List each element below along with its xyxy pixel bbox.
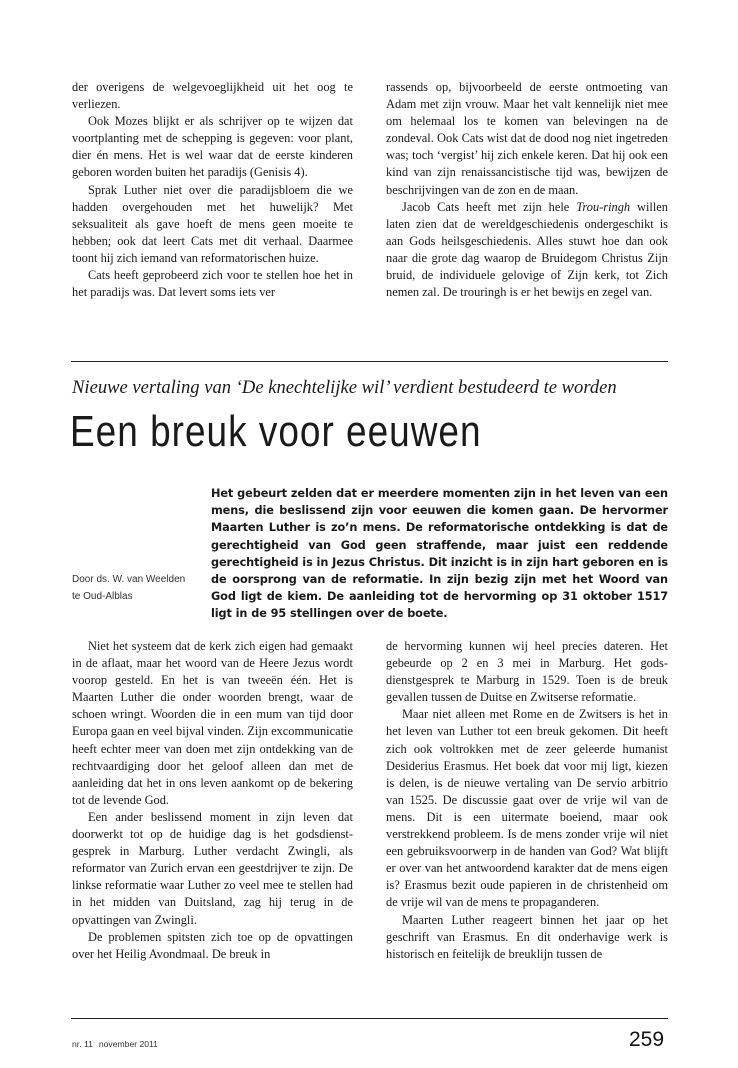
text-run: willen laten zien dat de wereldgeschiedenis ondergeschikt is aan Gods heilsgeschiedenis. Alles stuwt hoe dan ook naar die grote dag waarop de Bruidegom Christus Zijn bruid, de individuele gelovige of Zijn kerk, tot Zich nemen zal. De trouringh is er het bewijs en zegel van. (386, 199, 668, 300)
book-title-italic: Trou-ringh (576, 199, 631, 214)
text-run: Jacob Cats heeft met zijn hele (402, 199, 577, 214)
page-number: 259 (629, 1028, 665, 1051)
paragraph: Niet het systeem dat de kerk zich eigen had gemaakt in de aflaat, maar het woord van de Heere Jezus wordt voorop gesteld. En het is van tweeën één. Het is Maarten Luther die onder woorden brengt, waar de schoen wringt. Woorden die in een mum van tijd door Europa gaan en veel bijval vinden. Zijn excommunicatie heeft echter meer van doen met zijn ontdekking van de rechtvaardiging door het geloof alleen dan met de aanleiding dat het in ons leven aankomt op de bekering tot de levende God. (72, 639, 353, 807)
article-subtitle: Nieuwe vertaling van ‘De knechtelijke wil’ verdient bestudeerd te worden (72, 377, 617, 398)
column-bottom-left (72, 638, 353, 963)
paragraph: Ook Mozes blijkt er als schrijver op te wijzen dat voortplanting met de schepping is gegeven: voor plant, dier én mens. Het is wel waar dat de eerste kinderen geboren worden buiten het paradijs (Genisis 4). (72, 114, 353, 180)
paragraph: der overigens de welgevoeglijkheid uit het oog te verliezen. (72, 80, 353, 112)
paragraph: De problemen spitsten zich toe op de opvattingen over het Heilig Avondmaal. De breuk in (72, 929, 353, 961)
footer-issue-info (72, 1039, 164, 1049)
paragraph: rassends op, bijvoorbeeld de eerste ontmoeting van Adam met zijn vrouw. Maar het valt kennelijk niet mee om helemaal los te komen van belevingen na de zondeval. Ook Cats wist dat de dood nog niet ingetreden was; toch ‘vergist’ hij zich enkele keren. Dat hij ook een kind van zijn renaissancistische tijd was, bewijzen de beschrijvingen van de zon en de maan. (386, 80, 668, 197)
paragraph: Cats heeft geprobeerd zich voor te stellen hoe het in het paradijs was. Dat levert soms iets ver (72, 268, 353, 300)
column-bottom-right (386, 638, 668, 963)
paragraph: Een ander beslissend moment in zijn leven dat doorwerkt tot op de huidige dag is het godsdienstgesprek in Marburg. Luther verdacht Zwingli, als reformator van Zurich ervan een geestdrijver te zijn. De linkse reformatie waar Luther zo veel mee te stellen had in het midden van Duitsland, zag hij terug in de opvattingen van Zwingli. (72, 809, 353, 927)
footer-divider (71, 1018, 668, 1019)
paragraph (386, 199, 668, 302)
paragraph: Maar niet alleen met Rome en de Zwitsers is het in het leven van Luther tot een breuk gekomen. Dit heeft zich ook voltrokken met de zeer geleerde humanist Desiderius Erasmus. Het boek dat voor mij ligt, kiezen is delen, is de nieuwe vertaling van De servio arbitrio van 1525. De discussie gaat over de vrije wil van de mens. Dit is een uitermate boeiend, maar ook verstrekkend probleem. Is de mens zonder vrije wil niet een gebruiksvoorwerp in de handen van God? Wat blijft er over van het antwoordend karakter dat de mens eigen is? Erasmus bezit oude papieren in de christenheid om de vrije wil van de mens te propaganderen. (386, 707, 668, 910)
article-title: Een breuk voor eeuwen (70, 407, 482, 456)
issue-date: november 2011 (98, 1039, 158, 1049)
column-top-left (72, 79, 353, 301)
article-lead: Het gebeurt zelden dat er meerdere momenten zijn in het leven van een mens, die beslissend zijn voor eeuwen die komen gaan. De hervormer Maarten Luther is zo’n mens. De reformatorische ontdekking is dat de gerechtigheid van God geen straffende, maar juist een reddende gerechtigheid is in Jezus Christus. Dit inzicht is in zijn hart geboren en is de oorsprong van de reformatie. In zijn bezig zijn met het Woord van God ligt de kiem. De aanleiding tot de hervorming op 31 oktober 1517 ligt in de 95 stellingen over de boete. (211, 487, 668, 621)
column-top-right (386, 79, 668, 301)
byline-author: Door ds. W. van Weelden (72, 574, 186, 585)
byline-location: te Oud-Alblas (72, 591, 133, 603)
paragraph: Sprak Luther niet over die paradijsbloem die we hadden overgehouden met het huwelijk? Met seksualiteit als gave hoeft de mens geen moeite te hebben; ook dat leert Cats met dit verhaal. Daarmee toont hij zich iemand van reformatorischen huize. (72, 182, 353, 265)
paragraph: Maarten Luther reageert binnen het jaar op het geschrift van Erasmus. En dit onderhavige werk is historisch en feitelijk de breuklijn tussen de (386, 912, 668, 961)
divider-rule (71, 361, 668, 362)
paragraph: de hervorming kunnen wij heel precies dateren. Het gebeurde op 2 en 3 mei in Marburg. Het godsdienstgesprek te Marburg in 1529. Toen is de breuk gevallen tussen de Duitse en Zwitserse reformatie. (386, 639, 668, 705)
author-byline (72, 571, 212, 605)
issue-number: nr. 11 (72, 1039, 93, 1049)
